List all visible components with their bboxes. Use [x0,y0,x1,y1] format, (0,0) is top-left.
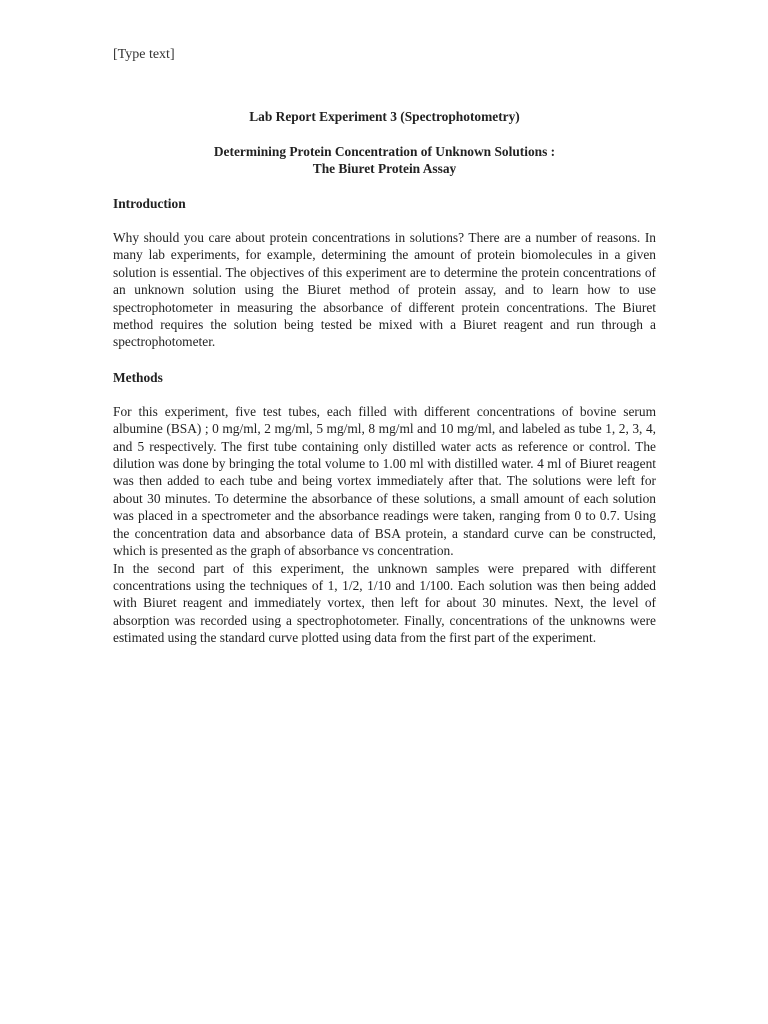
document-body [113,108,656,647]
introduction-paragraph: Why should you care about protein concentrations in solutions? There are a number of reasons. In many lab experiments, for example, determining the amount of protein biomolecules in a given solution is essential. The objectives of this experiment are to determine the protein concentrations of an unknown solution using the Biuret method of protein assay, and to learn how to use spectrophotometer in measuring the absorbance of different protein concentrations. The Biuret method requires the solution being tested be mixed with a Biuret reagent and run through a spectrophotometer. [113,230,656,350]
report-title: Lab Report Experiment 3 (Spectrophotometry) [249,109,520,124]
section-heading-methods: Methods [113,369,163,385]
section-heading-introduction: Introduction [113,196,186,211]
methods-paragraph-1: For this experiment, five test tubes, each filled with different concentrations of bovine serum albumine (BSA) ; 0 mg/ml, 2 mg/ml, 5 mg/ml, 8 mg/ml and 10 mg/ml, and labeled as tube 1, 2, 3, 4, and 5 respectively. The first tube containing only distilled water acts as reference or control. The dilution was done by bringing the total volume to 1.00 ml with distilled water. 4 ml of Biuret reagent was then added to each tube and being vortex immediately after that. The solutions were left for about 30 minutes. To determine the absorbance of these solutions, a small amount of each solution was placed in a spectrometer and the absorbance readings were taken, ranging from 0 to 0.7. Using the concentration data and absorbance data of BSA protein, a standard curve can be constructed, which is presented as the graph of absorbance vs concentration. [113,403,656,559]
header-placeholder-text[interactable]: [Type text] [113,47,175,62]
methods-paragraph-2: In the second part of this experiment, the unknown samples were prepared with different concentrations using the techniques of 1, 1/2, 1/10 and 1/100. Each solution was then being added with Biuret reagent and immediately vortex, then left for about 30 minutes. Next, the level of absorption was recorded using a spectrophotometer. Finally, concentrations of the unknowns were estimated using the standard curve plotted using data from the first part of the experiment. [113,560,656,646]
report-subtitle-line-2: The Biuret Protein Assay [312,161,457,176]
report-subtitle [113,143,656,177]
report-subtitle-line-1: Determining Protein Concentration of Unknown Solutions : [213,144,556,159]
